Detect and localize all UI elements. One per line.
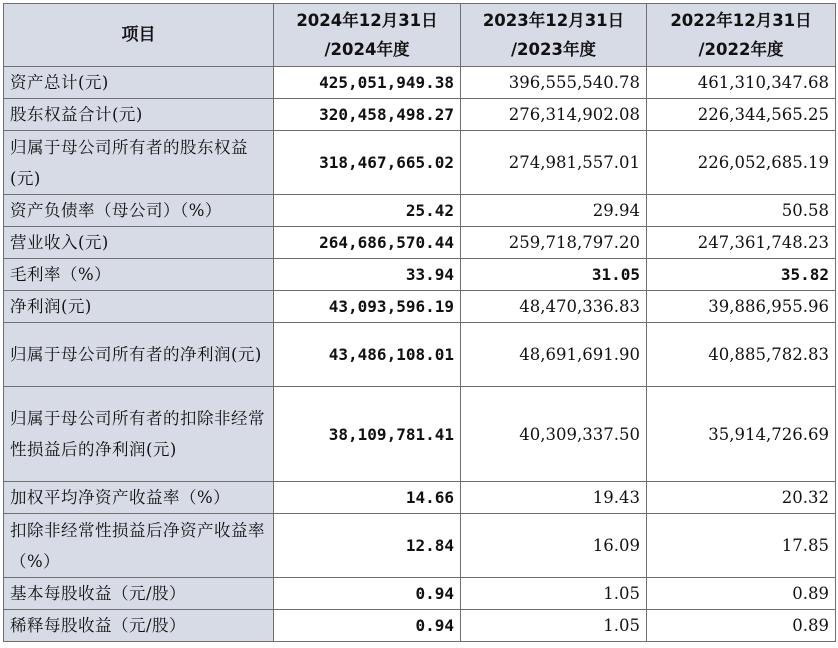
value-2024: 0.94: [274, 578, 461, 610]
row-label: 营业收入(元): [4, 227, 274, 259]
value-2024: 38,109,781.41: [274, 387, 461, 482]
header-2022: [647, 4, 836, 67]
value-2024: 14.66: [274, 482, 461, 514]
value-2022: 20.32: [647, 482, 836, 514]
table-row: [4, 195, 836, 227]
value-2023: 274,981,557.01: [461, 131, 647, 195]
row-label: 基本每股收益（元/股）: [4, 578, 274, 610]
value-2023: 396,555,540.78: [461, 67, 647, 99]
value-2022: 0.89: [647, 578, 836, 610]
row-label: 归属于母公司所有者的股东权益(元): [4, 131, 274, 195]
value-2023: 48,470,336.83: [461, 291, 647, 323]
table-row: [4, 323, 836, 387]
row-label: 资产总计(元): [4, 67, 274, 99]
header-2024-year: /2024年度: [324, 40, 410, 59]
value-2024: 318,467,665.02: [274, 131, 461, 195]
header-2022-date: 2022年12月31日: [670, 11, 812, 30]
value-2024: 33.94: [274, 259, 461, 291]
table-row: [4, 387, 836, 482]
table-row: [4, 99, 836, 131]
header-2023-year: /2023年度: [511, 40, 596, 59]
table-row: [4, 227, 836, 259]
value-2024: 43,093,596.19: [274, 291, 461, 323]
value-2022: 461,310,347.68: [647, 67, 836, 99]
table-row: [4, 578, 836, 610]
value-2023: 40,309,337.50: [461, 387, 647, 482]
value-2023: 1.05: [461, 610, 647, 642]
row-label: 稀释每股收益（元/股）: [4, 610, 274, 642]
value-2022: 0.89: [647, 610, 836, 642]
value-2024: 320,458,498.27: [274, 99, 461, 131]
value-2022: 17.85: [647, 514, 836, 578]
table-row: [4, 131, 836, 195]
value-2024: 0.94: [274, 610, 461, 642]
value-2022: 39,886,955.96: [647, 291, 836, 323]
value-2022: 226,344,565.25: [647, 99, 836, 131]
value-2024: 43,486,108.01: [274, 323, 461, 387]
row-label: 净利润(元): [4, 291, 274, 323]
row-label: 归属于母公司所有者的扣除非经常性损益后的净利润(元): [4, 387, 274, 482]
value-2023: 1.05: [461, 578, 647, 610]
value-2023: 29.94: [461, 195, 647, 227]
value-2022: 50.58: [647, 195, 836, 227]
value-2022: 226,052,685.19: [647, 131, 836, 195]
table-row: [4, 514, 836, 578]
row-label: 扣除非经常性损益后净资产收益率（%）: [4, 514, 274, 578]
row-label: 股东权益合计(元): [4, 99, 274, 131]
value-2023: 48,691,691.90: [461, 323, 647, 387]
value-2022: 247,361,748.23: [647, 227, 836, 259]
value-2022: 40,885,782.83: [647, 323, 836, 387]
value-2023: 31.05: [461, 259, 647, 291]
table-row: [4, 67, 836, 99]
row-label: 加权平均净资产收益率（%）: [4, 482, 274, 514]
row-label: 资产负债率（母公司）（%）: [4, 195, 274, 227]
header-row: [4, 4, 836, 67]
table-row: [4, 482, 836, 514]
value-2024: 25.42: [274, 195, 461, 227]
value-2024: 264,686,570.44: [274, 227, 461, 259]
value-2022: 35.82: [647, 259, 836, 291]
row-label: 毛利率（%）: [4, 259, 274, 291]
row-label: 归属于母公司所有者的净利润(元): [4, 323, 274, 387]
value-2023: 259,718,797.20: [461, 227, 647, 259]
header-2023-date: 2023年12月31日: [482, 11, 625, 30]
header-2024: [274, 4, 461, 67]
table-row: [4, 291, 836, 323]
header-2022-year: /2022年度: [698, 40, 784, 59]
table-row: [4, 610, 836, 642]
value-2023: 19.43: [461, 482, 647, 514]
header-2023: [461, 4, 647, 67]
value-2023: 276,314,902.08: [461, 99, 647, 131]
value-2024: 12.84: [274, 514, 461, 578]
table-row: [4, 259, 836, 291]
value-2024: 425,051,949.38: [274, 67, 461, 99]
header-item: 项目: [4, 4, 274, 67]
header-2024-date: 2024年12月31日: [296, 11, 438, 30]
value-2022: 35,914,726.69: [647, 387, 836, 482]
financial-summary-table: [3, 3, 836, 642]
value-2023: 16.09: [461, 514, 647, 578]
